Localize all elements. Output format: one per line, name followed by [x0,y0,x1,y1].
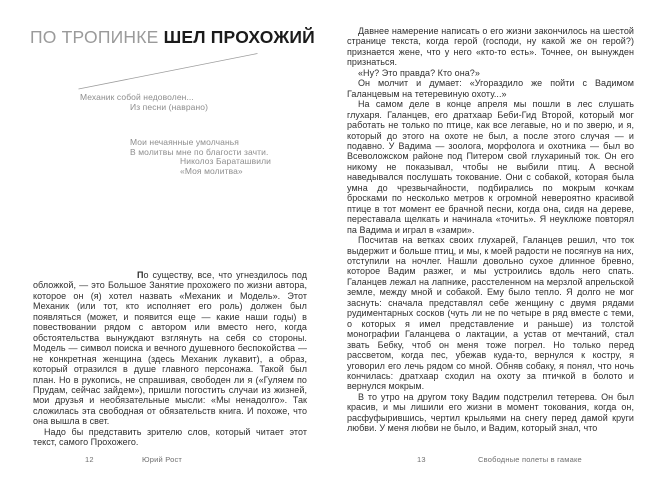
page-number-right: 13 [417,455,426,464]
paragraph-text: о существу, все, что угнездилось под обложкой, — это Большое Занятие прохожего по жизни автора, которое он (я) хотел назвать «Механик и Модель». Этот Механик (или тот, кто исполняет его роль) должен был появляться (может, и появится еще — какие наши годы) в повествовании рядом с автором или вместо него, когда обстоятельства вынуждают взглянуть на себя со стороны. Модель — символ поиска и вечного душевного беспокойства — не конкретная женщина (здесь Механик лукавит), а образ, который отразился в душе главного персонажа. Такой был план. Но в рукопись, не спрашивая, свободен ли я («Гуляем по Прудам, сейчас зайдем»), пришли погостить случаи из жизней, мои друзья и необязательные мысли: «Мы ненадолго». Так сложилась эта свободная от обязательств книга. И похоже, что она вышла в свет. [33,270,307,427]
chapter-title-bold-part: ШЕЛ ПРОХОЖИЙ [163,27,315,47]
paragraph: Посчитав на ветках своих глухарей, Галанцев решил, что ток выдержит и больше птиц, и мы, к моей радости не посягнув на них, отступили на ночлег. Нашли довольно сухое длинное бревно, которое Вадим разжег, и мы устроились вдоль него спать. Галанцев лежал на лапнике, расстеленном на мерзлой апрельской земле, между мной и собакой. Ему было тепло. Я долго не мог заснуть: сначала представлял себе женщину с двумя рядами рудиментарных сосков (чуть ли не по четыре в ряд вместе с теми, о которых я имел представление и раньше) из толстой монографии Галанцева о лактации, а устав от мечтаний, стал звать Бебку, чтоб он меня тоже погрел. Но только перед рассветом, когда пес, убежав куда-то, вернулся к костру, я уговорил его лечь рядом со мной. Обняв собаку, я понял, что ночь кончилась: дратхаар сходил на охоту за птичкой в болото и вернулся мокрым. [347,235,634,392]
epigraph-poem-author: Николоз Бараташвили [180,156,271,167]
paragraph: «Ну? Это правда? Кто она?» [358,67,480,78]
paragraph-lead-letter: П [137,270,144,280]
paragraph: Надо бы представить зрителю слов, который читает этот текст, самого Прохожего. [33,426,307,448]
chapter-title-light-part: ПО ТРОПИНКЕ [30,27,159,47]
epigraph-poem-line2: В молитвы мне по благости зачти. [130,146,269,157]
right-page-body [347,26,634,434]
running-title-book: Свободные полеты в гамаке [478,455,582,464]
diagonal-rule [78,53,258,90]
epigraph-poem [130,138,271,177]
left-page-body [33,270,307,448]
epigraph-poem-source: «Моя молитва» [180,166,243,177]
page-number-left: 12 [85,455,94,464]
paragraph: Давнее намерение написать о его жизни закончилось на шестой странице текста, когда герой (господи, ну какой же он герой?) признается жене, что у него «кто-то есть». Точнее, он вынужден признаться. [347,26,634,68]
epigraph-song [80,93,208,112]
epigraph-poem-line1: Мои нечаянные умолчанья [130,137,239,147]
epigraph-song-attribution: Из песни (наврано) [130,101,209,112]
chapter-title [30,28,315,47]
paragraph: На самом деле в конце апреля мы пошли в лес слушать глухаря. Галанцев, его дратхаар Беби-Гид Второй, который мог работать не только по птице, как все легавые, но и по зверю, и я, который до этого на охоте не был, а после этого случая — и подавно. У Вадима — зоолога, морфолога и охотника — был во Всеволожском районе под Питером свой глухариный ток. Он его никому не показывал, чтобы не выбили птиц. А весной наведывался послушать токование. Они с собакой, которая была умна до чрезвычайности, подбирались по мокрым кочкам бросками по несколько метров к огромной невероятно красивой птице в тот момент ее брачной песни, когда она, сидя на дереве, переставала щелкать и начинала «точить». Я неуклюже повторял па Вадима и играл в «замри». [347,99,634,235]
paragraph: Он молчит и думает: «Угораздило же пойти с Вадимом Галанцевым на тетеревиную охоту...» [347,78,634,99]
paragraph: В то утро на другом току Вадим подстрелил тетерева. Он был красив, и мы лишили его жизни в момент токования, когда он, расфуфырившись, чертил крыльями на снегу перед дамой круги любви. У меня любви не было, и Вадим, который знал, что [347,391,634,434]
paragraph [33,270,307,427]
epigraph-song-line: Механик собой недоволен... [80,92,194,102]
running-title-author: Юрий Рост [142,455,183,464]
